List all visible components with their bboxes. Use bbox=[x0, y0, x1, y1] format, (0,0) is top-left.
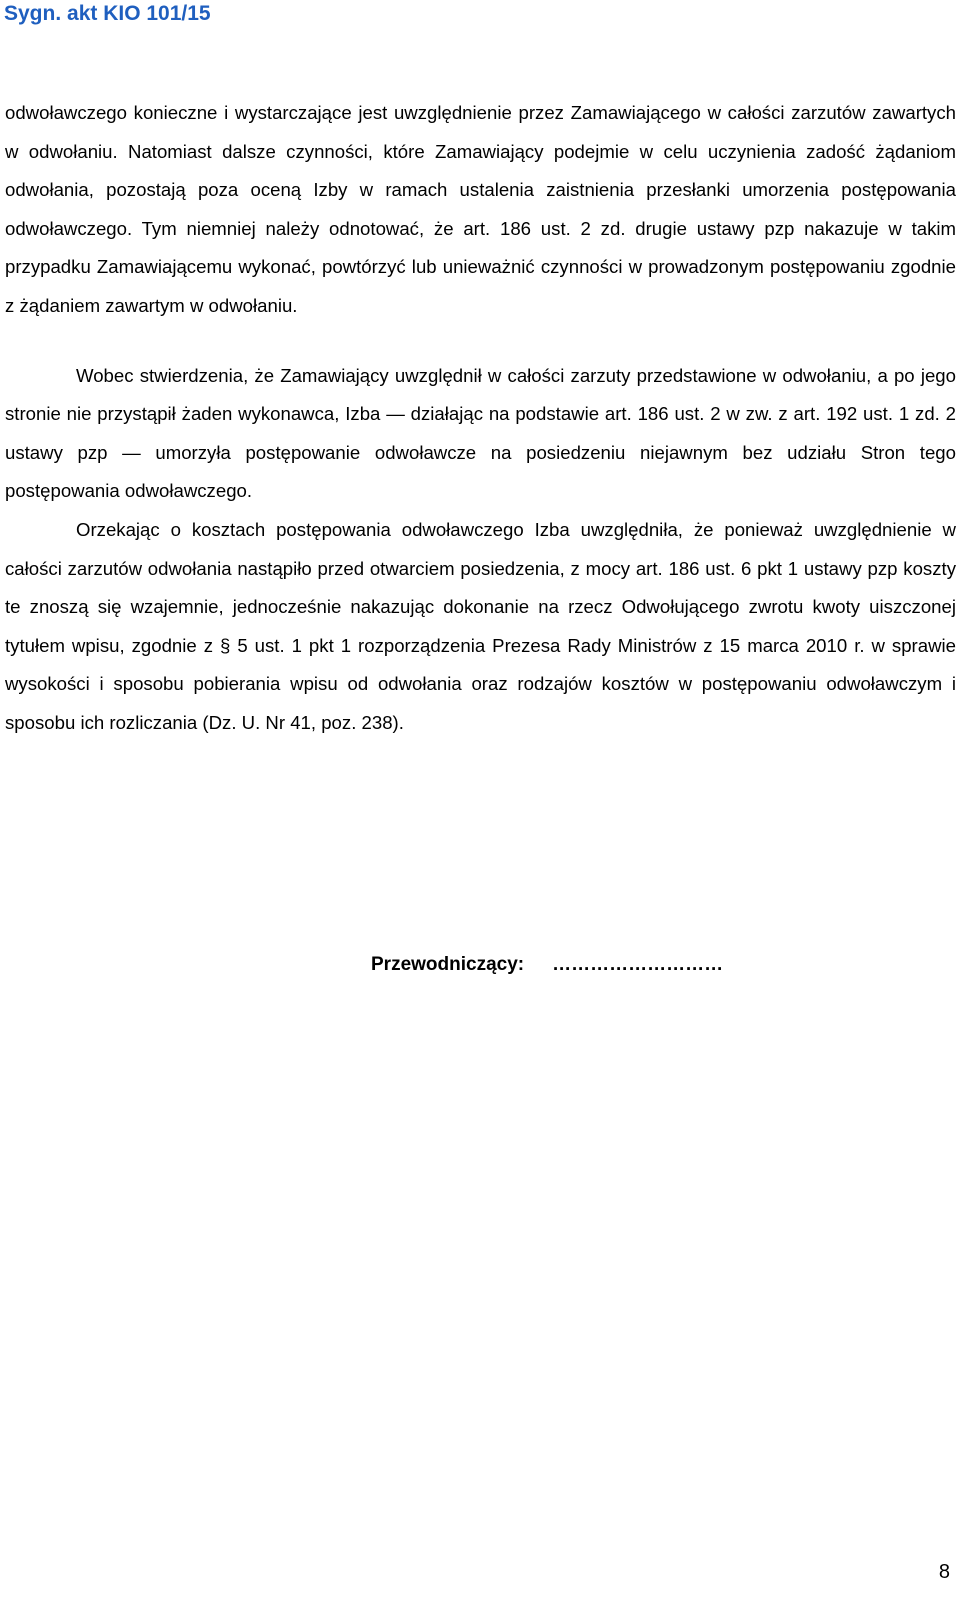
paragraph-continuation: odwoławczego konieczne i wystarczające jest uwzględnienie przez Zamawiającego w całości zarzutów zawartych w odwołaniu. Natomiast dalsze czynności, które Zamawiający podejmie w celu uczynienia zadość żądaniom odwołania, pozostają poza oceną Izby w ramach ustalenia zaistnienia przesłanki umorzenia postępowania odwoławczego. Tym niemniej należy odnotować, że art. 186 ust. 2 zd. drugie ustawy pzp nakazuje w takim przypadku Zamawiającemu wykonać, powtórzyć lub unieważnić czynności w prowadzonym postępowaniu zgodnie z żądaniem zawartym w odwołaniu. bbox=[5, 102, 956, 316]
page-number: 8 bbox=[938, 1561, 950, 1583]
paragraph-costs: Orzekając o kosztach postępowania odwoławczego Izba uwzględniła, że ponieważ uwzględnienie w całości zarzutów odwołania nastąpiło przed otwarciem posiedzenia, z mocy art. 186 ust. 6 pkt 1 ustawy pzp koszty te znoszą się wzajemnie, jednocześnie nakazując dokonanie na rzecz Odwołującego zwrotu kwoty uiszczonej tytułem wpisu, zgodnie z § 5 ust. 1 pkt 1 rozporządzenia Prezesa Rady Ministrów z 15 marca 2010 r. w sprawie wysokości i sposobu pobierania wpisu od odwołania oraz rodzajów kosztów w postępowaniu odwoławczym i sposobu ich rozliczania (Dz. U. Nr 41, poz. 238). bbox=[5, 518, 956, 733]
signature-dots: ……………………… bbox=[552, 954, 724, 975]
document-body bbox=[5, 94, 956, 743]
case-signature: Sygn. akt KIO 101/15 bbox=[4, 2, 211, 25]
chairman-label: Przewodniczący: bbox=[371, 954, 525, 975]
chairman-signature-line bbox=[371, 954, 723, 976]
paragraph-dismissal: Wobec stwierdzenia, że Zamawiający uwzględnił w całości zarzuty przedstawione w odwołaniu, a po jego stronie nie przystąpił żaden wykonawca, Izba — działając na podstawie art. 186 ust. 2 w zw. z art. 192 ust. 1 zd. 2 ustawy pzp — umorzyła postępowanie odwoławcze na posiedzeniu niejawnym bez udziału Stron tego postępowania odwoławczego. bbox=[5, 364, 956, 502]
